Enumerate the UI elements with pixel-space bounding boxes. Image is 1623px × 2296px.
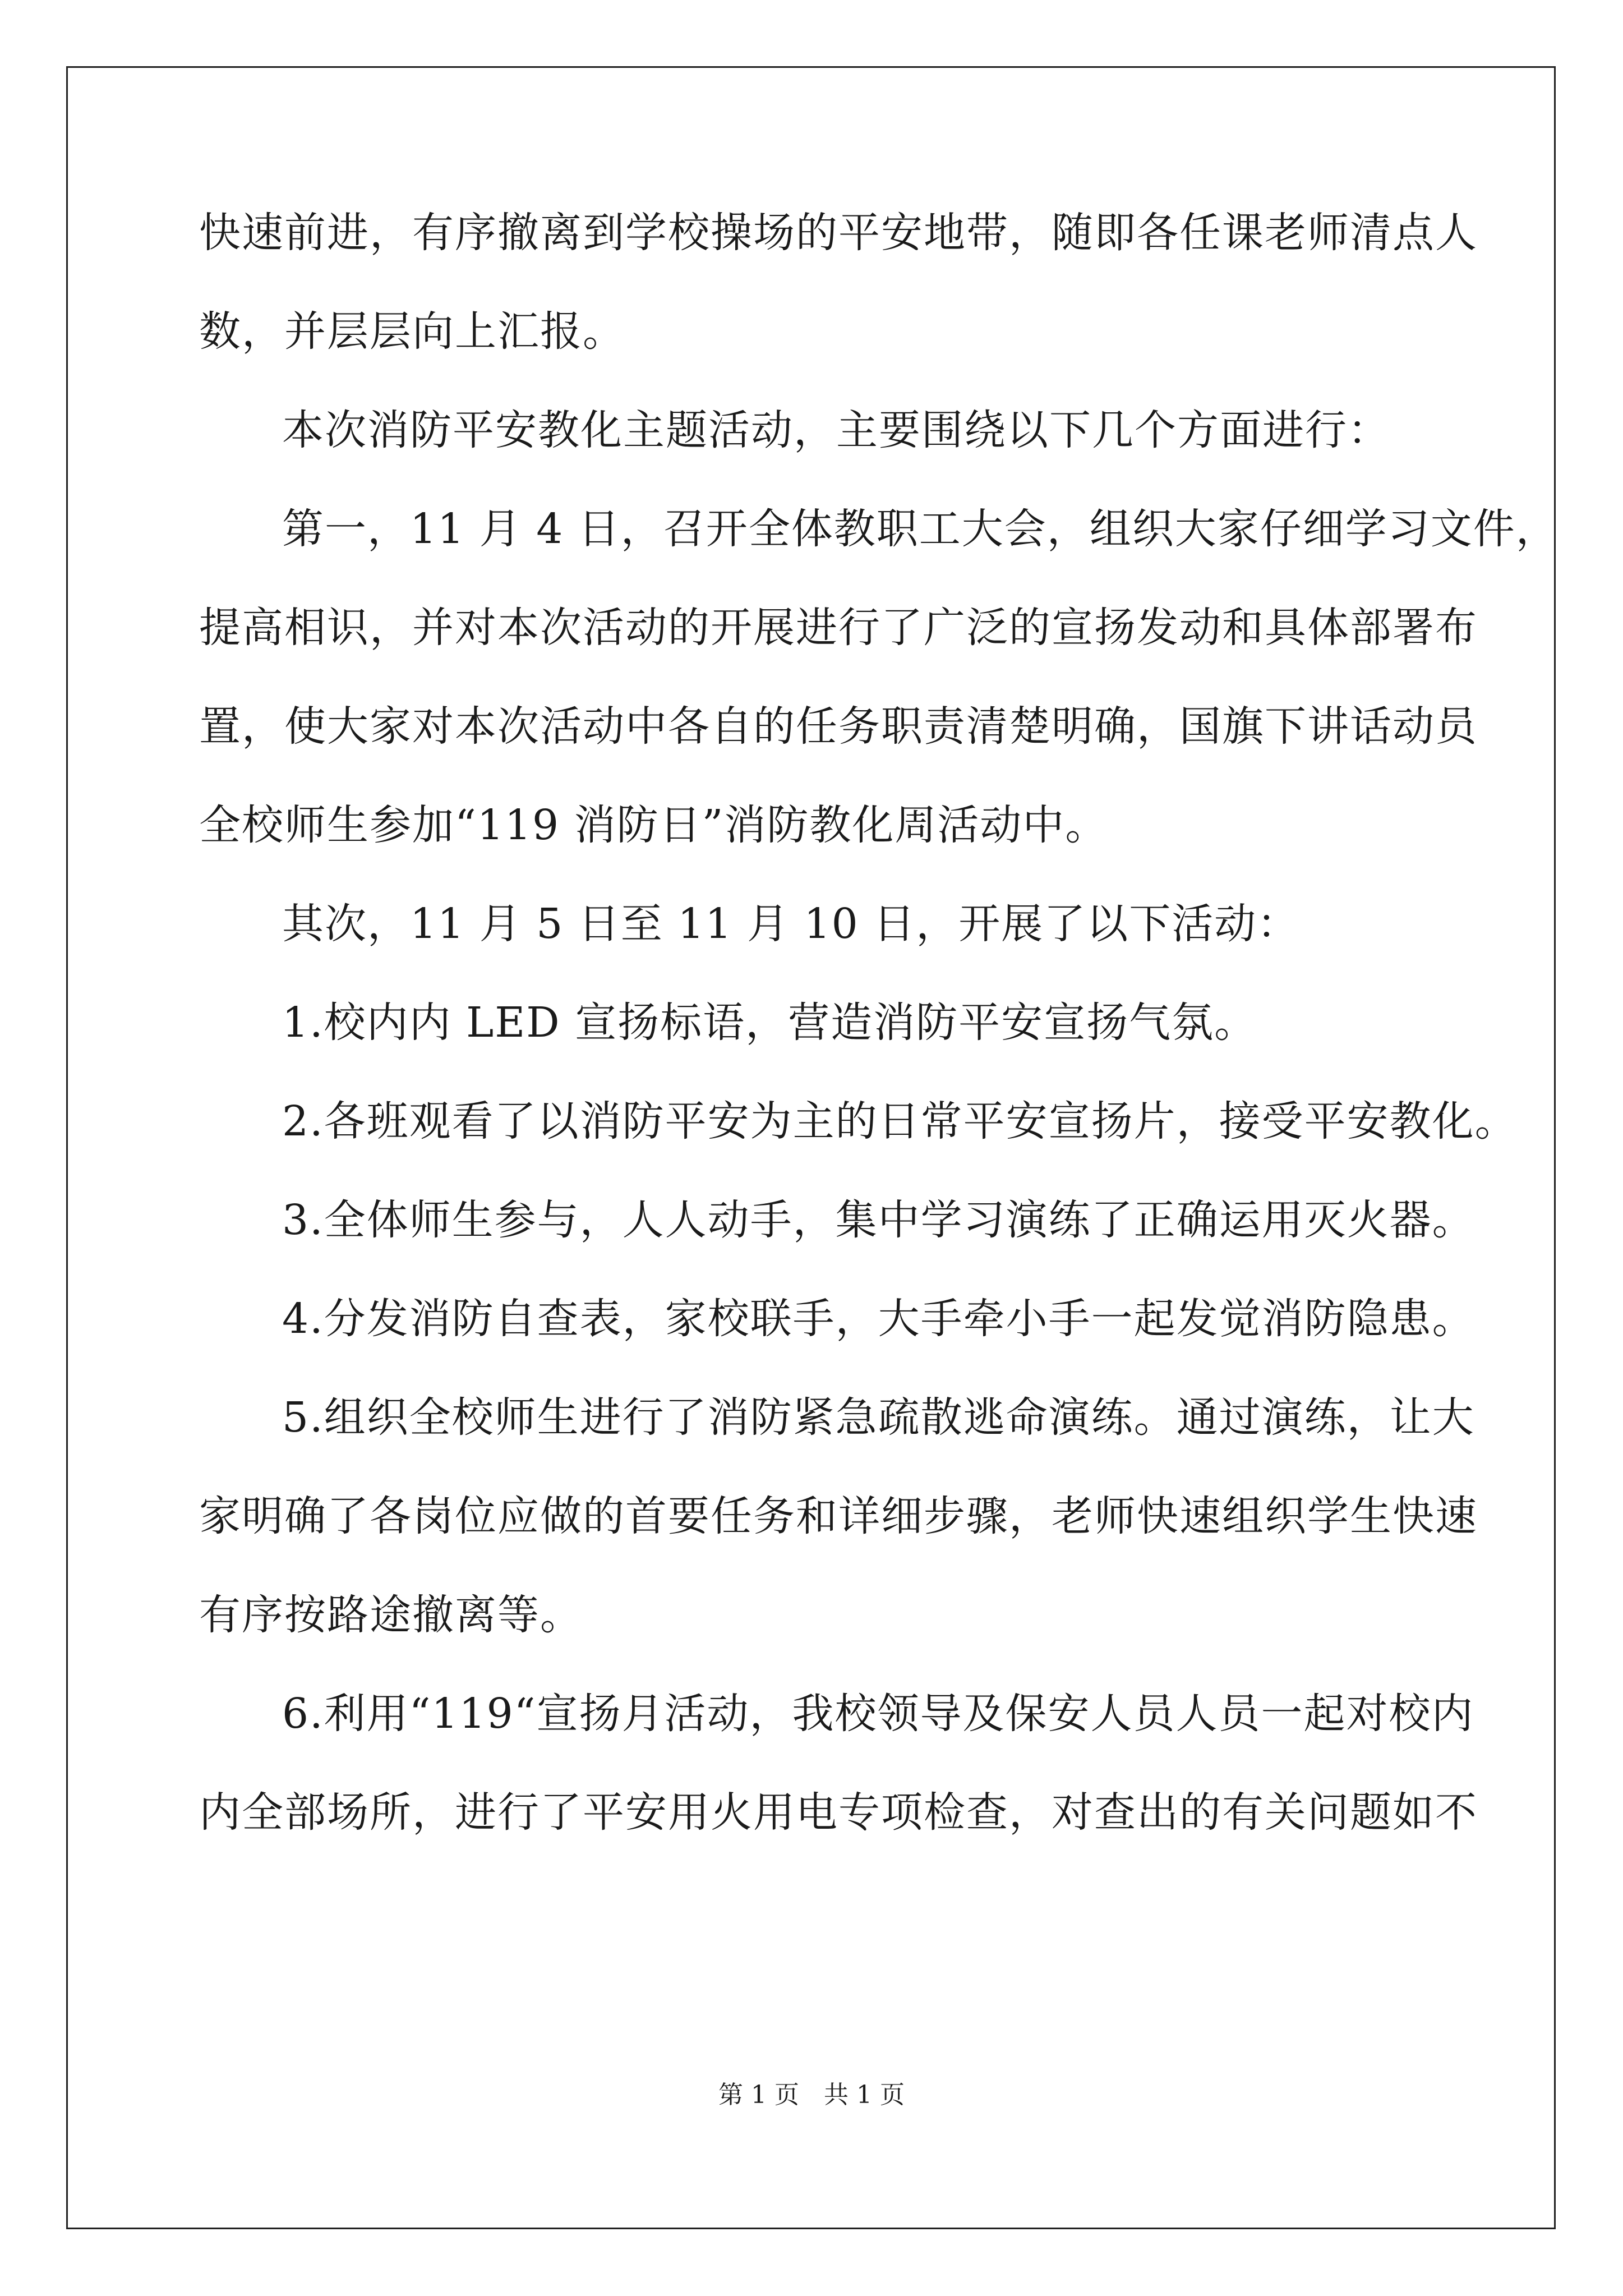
list-item: 1.校内内 LED 宣扬标语，营造消防平安宣扬气氛。 — [282, 999, 1257, 1047]
list-item: 4.分发消防自查表，家校联手，大手牵小手一起发觉消防隐患。 — [282, 1295, 1475, 1343]
page-number: 第 1 页 共 1 页 — [718, 2081, 905, 2109]
text-line: 有序按路途撤离等。 — [199, 1591, 583, 1639]
paragraph-line: 本次消防平安教化主题活动，主要围绕以下几个方面进行： — [282, 406, 1390, 454]
text-line: 快速前进，有序撤离到学校操场的平安地带，随即各任课老师清点人 — [199, 209, 1478, 257]
text-line: 内全部场所，进行了平安用火用电专项检查，对查出的有关问题如不 — [199, 1788, 1478, 1837]
paragraph-line: 第一，11 月 4 日，召开全体教职工大会，组织大家仔细学习文件， — [282, 505, 1559, 553]
text-line: 家明确了各岗位应做的首要任务和详细步骤，老师快速组织学生快速 — [199, 1492, 1478, 1540]
text-line: 提高相识，并对本次活动的开展进行了广泛的宣扬发动和具体部署布 — [199, 604, 1478, 652]
list-item: 3.全体师生参与，人人动手，集中学习演练了正确运用灭火器。 — [282, 1196, 1475, 1244]
text-line: 置，使大家对本次活动中各自的任务职责清楚明确，国旗下讲话动员 — [199, 702, 1478, 751]
list-item: 6.利用“119“宣扬月活动，我校领导及保安人员人员一起对校内 — [282, 1690, 1474, 1738]
list-item: 2.各班观看了以消防平安为主的日常平安宣扬片，接受平安教化。 — [282, 1097, 1518, 1145]
text-line: 全校师生参加“119 消防日”消防教化周活动中。 — [199, 801, 1108, 849]
text-line: 数，并层层向上汇报。 — [199, 307, 625, 356]
list-item: 5.组织全校师生进行了消防紧急疏散逃命演练。通过演练，让大 — [282, 1393, 1475, 1442]
paragraph-line: 其次，11 月 5 日至 11 月 10 日，开展了以下活动： — [282, 900, 1300, 948]
